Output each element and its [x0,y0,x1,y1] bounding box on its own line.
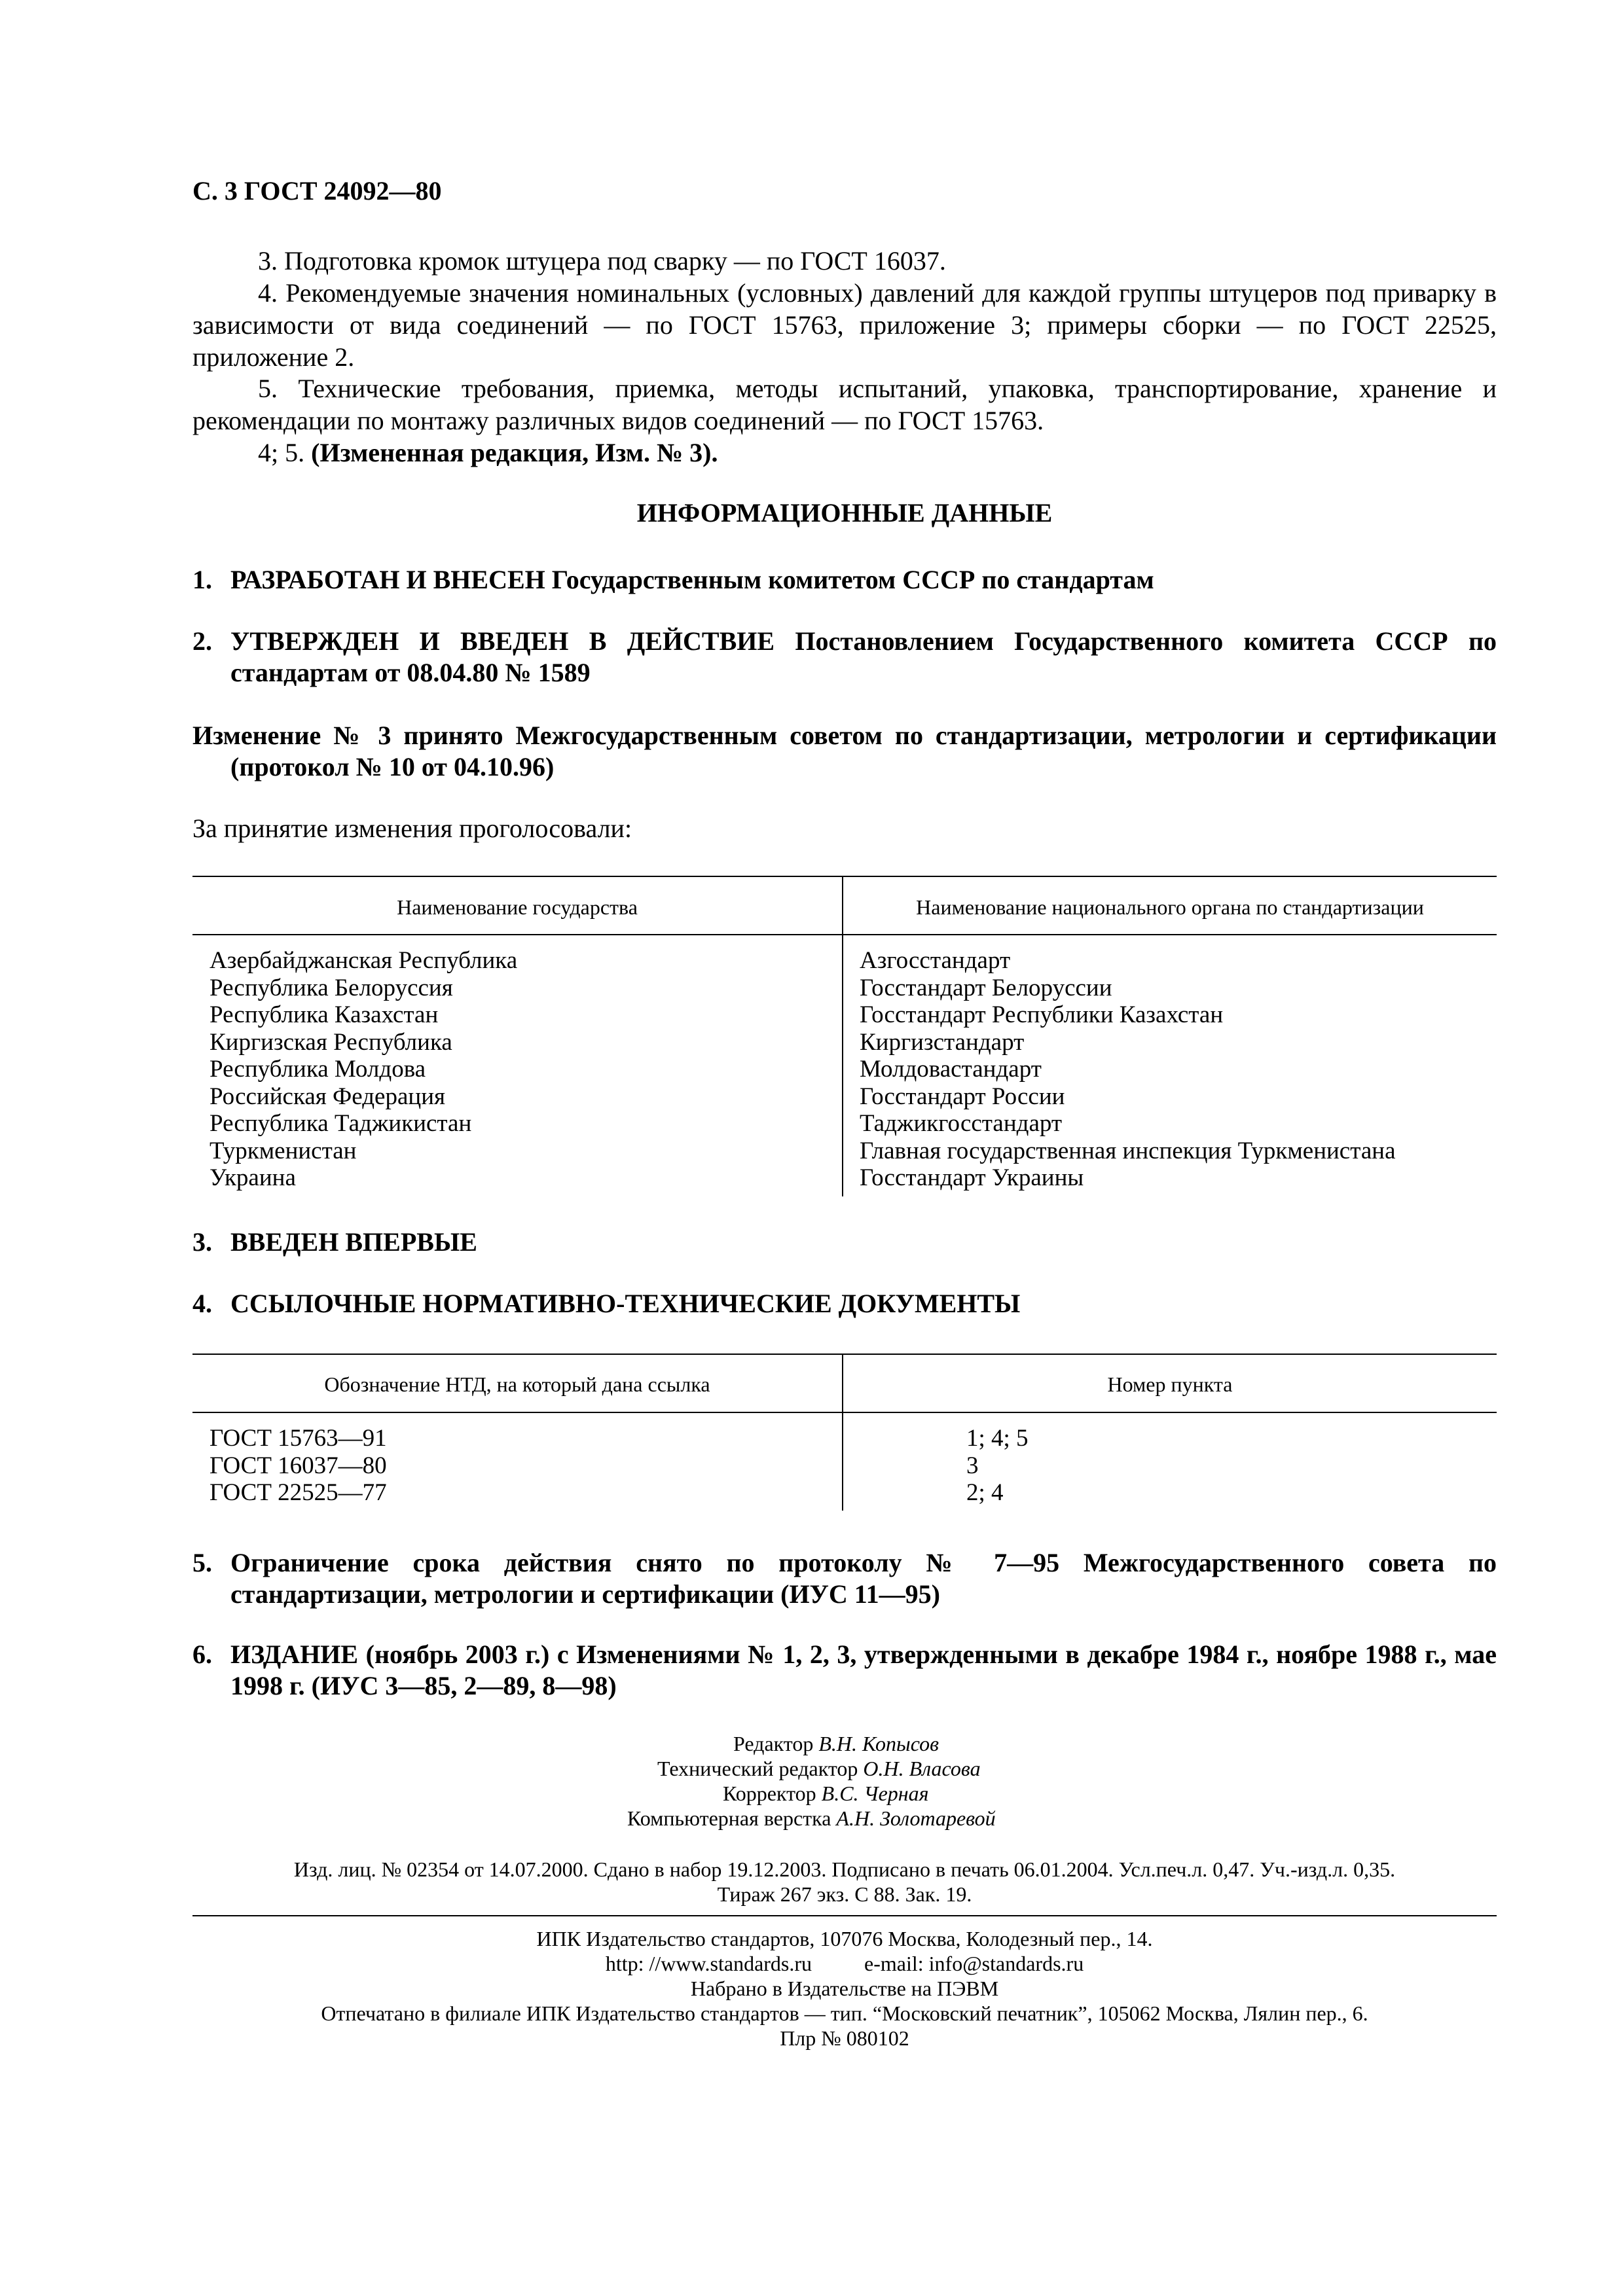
credit-role: Корректор [723,1782,822,1805]
credit-tech-editor [657,1756,981,1781]
table-top-rule [192,1354,1497,1355]
table-cell: 3 [966,1452,979,1479]
publisher-web-line: http: //www.standards.ru e-mail: info@standards.ru [605,1952,1084,1975]
table-cell: Киргизстандарт [860,1028,1025,1056]
credit-role: Технический редактор [657,1757,864,1780]
info-item-1 [192,564,1497,596]
item-number: 3. [192,1227,212,1257]
table-cell: Республика Таджикистан [210,1110,472,1137]
page-header: С. 3 ГОСТ 24092—80 [192,176,442,206]
table-cell: ГОСТ 22525—77 [210,1479,387,1506]
publisher-line-3: Набрано в Издательстве на ПЭВМ [690,1977,999,2000]
item-text: УТВЕРЖДЕН И ВВЕДЕН В ДЕЙСТВИЕ Постановлением Государственного комитета СССР по стандартам от 08.04.80 № 1589 [230,626,1497,687]
table-cell: 2; 4 [966,1479,1004,1506]
table-cell: ГОСТ 16037—80 [210,1452,387,1479]
item-number: 6. [192,1640,212,1669]
states-col-header: Наименование государства [397,895,638,919]
item-text: Ограничение срока действия снято по протоколу № 7—95 Межгосударственного совета по стандартизации, метрологии и сертификации (ИУС 11—95) [230,1548,1497,1609]
imprint-line-1: Изд. лиц. № 02354 от 14.07.2000. Сдано в набор 19.12.2003. Подписано в печать 06.01.2004. Усл.печ.л. 0,47. Уч.-изд.л. 0,35. [293,1857,1396,1881]
clause-col-header: Номер пункта [1107,1372,1233,1396]
info-item-6 [192,1639,1497,1702]
table-cell: ГОСТ 15763—91 [210,1425,387,1452]
publisher-line-4: Отпечатано в филиале ИПК Издательство стандартов — тип. “Московский печатник”, 105062 Москва, Лялин пер., 6. [321,2001,1368,2025]
table-top-rule [192,876,1497,877]
credit-name: В.Н. Копысов [818,1732,939,1755]
imprint-line-2: Тираж 267 экз. С 88. Зак. 19. [717,1882,972,1906]
info-item-2 [192,626,1497,689]
amendment-note-bold: (Измененная редакция, Изм. № 3). [311,438,718,467]
paragraph-5: 5. Технические требования, приемка, методы испытаний, упаковка, транспортирование, хранение и рекомендации по монтажу различных видов соединений — по ГОСТ 15763. [192,374,1497,435]
amendment-note-ref: 4; 5. [258,438,312,467]
table-header-rule [192,934,1497,935]
table-cell: Госстандарт России [860,1083,1065,1110]
table-cell: Таджикгосстандарт [860,1110,1063,1137]
credit-role: Компьютерная верстка [627,1806,837,1830]
info-item-3 [192,1227,1497,1258]
table-cell: Украина [210,1164,296,1191]
item-number: 1. [192,565,212,594]
organs-column [860,947,1396,1192]
amendment-acceptance: Изменение № 3 принято Межгосударственным советом по стандартизации, метрологии и сертификации (протокол № 10 от 04.10.96) [192,721,1497,781]
paragraph-3: 3. Подготовка кромок штуцера под сварку — по ГОСТ 16037. [258,246,946,276]
footer-rule [192,1915,1497,1916]
table-cell: Киргизская Республика [210,1028,452,1056]
credit-name: В.С. Черная [821,1782,929,1805]
item-text: ССЫЛОЧНЫЕ НОРМАТИВНО-ТЕХНИЧЕСКИЕ ДОКУМЕНТЫ [230,1289,1021,1318]
clause-column [966,1425,1029,1507]
table-cell: Республика Белоруссия [210,974,453,1001]
credit-name: О.Н. Власова [863,1757,981,1780]
table-column-divider [842,876,843,1196]
item-number: 5. [192,1548,212,1577]
table-cell: Российская Федерация [210,1083,446,1110]
states-column [210,947,517,1192]
vote-line: За принятие изменения проголосовали: [192,814,632,843]
credit-editor [733,1731,939,1756]
table-cell: Главная государственная инспекция Туркменистана [860,1137,1396,1164]
item-text: ИЗДАНИЕ (ноябрь 2003 г.) с Изменениями № 1, 2, 3, утвержденными в декабре 1984 г., ноябре 1988 г., мае 1998 г. (ИУС 3—85, 2—89, 8—98) [230,1640,1497,1700]
item-number: 2. [192,626,212,656]
info-data-title: ИНФОРМАЦИОННЫЕ ДАННЫЕ [636,498,1053,528]
amendment-note [258,437,718,469]
table-cell: Молдовастандарт [860,1056,1042,1083]
table-cell: Госстандарт Украины [860,1164,1084,1191]
table-cell: Азгосстандарт [860,947,1011,974]
item-number: 4. [192,1289,212,1318]
publisher-line-1: ИПК Издательство стандартов, 107076 Москва, Колодезный пер., 14. [536,1927,1153,1950]
table-cell: Госстандарт Республики Казахстан [860,1001,1224,1028]
table-cell: Республика Казахстан [210,1001,439,1028]
paragraph-4: 4. Рекомендуемые значения номинальных (условных) давлений для каждой группы штуцеров под приварку в зависимости от вида соединений — по ГОСТ 15763, приложение 3; примеры сборки — по ГОСТ 22525, приложение 2. [192,278,1497,372]
credit-proofreader [723,1781,929,1806]
table-cell: 1; 4; 5 [966,1425,1029,1452]
item-text: ВВЕДЕН ВПЕРВЫЕ [230,1227,477,1257]
table-cell: Азербайджанская Республика [210,947,518,974]
organs-col-header: Наименование национального органа по стандартизации [916,895,1424,919]
credit-role: Редактор [733,1732,819,1755]
item-text: РАЗРАБОТАН И ВНЕСЕН Государственным комитетом СССР по стандартам [230,565,1154,594]
table-cell: Госстандарт Белоруссии [860,974,1112,1001]
credit-name: А.Н. Золотаревой [836,1806,996,1830]
ntd-col-header: Обозначение НТД, на который дана ссылка [324,1372,710,1396]
ntd-column [210,1425,387,1507]
info-item-4 [192,1288,1497,1319]
table-cell: Туркменистан [210,1137,357,1164]
table-cell: Республика Молдова [210,1056,426,1083]
info-item-5 [192,1547,1497,1610]
credit-layout [627,1806,996,1831]
publisher-line-5: Плр № 080102 [780,2026,909,2050]
table-header-rule [192,1412,1497,1413]
